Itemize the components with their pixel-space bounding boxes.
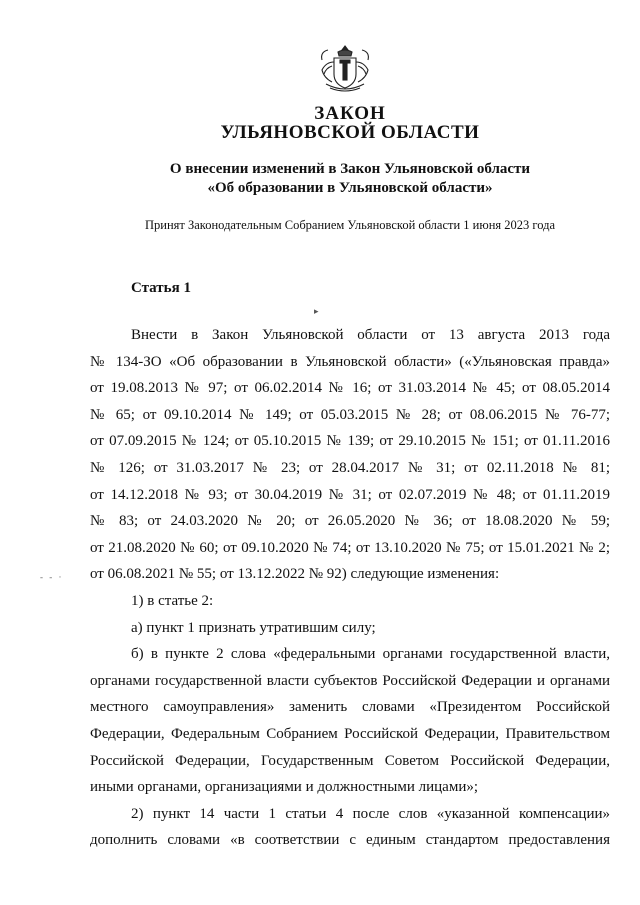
adoption-note: Принят Законодательным Собранием Ульяновской области 1 июня 2023 года	[145, 218, 555, 232]
list-item: 2) пункт 14 части 1 статьи 4 после слов «указанной компенсации»	[131, 805, 610, 822]
body-line: местного самоуправления» заменить словами «Президентом Российской	[90, 699, 610, 716]
scan-speck: ▸	[314, 306, 319, 316]
body-line: Российской Федерации, Государственным Советом Российской Федерации,	[90, 752, 610, 769]
list-item: 1) в статье 2:	[131, 592, 214, 609]
article-heading: Статья 1	[131, 280, 191, 296]
coat-of-arms-icon	[316, 40, 374, 98]
body-line: от 19.08.2013 № 97; от 06.02.2014 № 16; от 31.03.2014 № 45; от 08.05.2014	[90, 380, 610, 397]
article-body	[90, 322, 610, 854]
body-line: от 07.09.2015 № 124; от 05.10.2015 № 139; от 29.10.2015 № 151; от 01.11.2016	[90, 433, 610, 450]
list-item: а) пункт 1 признать утратившим силу;	[131, 619, 376, 636]
body-line: от 14.12.2018 № 93; от 30.04.2019 № 31; от 02.07.2019 № 48; от 01.11.2019	[90, 486, 610, 503]
body-line: Федерации, Федеральным Собранием Российской Федерации, Правительством	[90, 725, 610, 742]
body-line: № 83; от 24.03.2020 № 20; от 26.05.2020 № 36; от 18.08.2020 № 59;	[90, 513, 610, 530]
law-title-word: ЗАКОН	[314, 103, 386, 124]
subtitle-line-1: О внесении изменений в Закон Ульяновской области	[169, 161, 531, 177]
body-line: иными органами, организациями и должностными лицами»;	[90, 779, 479, 796]
scan-margin-mark: - - ·	[40, 572, 64, 582]
subtitle-line-2: «Об образовании в Ульяновской области»	[207, 180, 493, 196]
body-line: от 21.08.2020 № 60; от 09.10.2020 № 74; от 13.10.2020 № 75; от 15.01.2021 № 2;	[90, 539, 610, 556]
body-line: от 06.08.2021 № 55; от 13.12.2022 № 92) следующие изменения:	[90, 566, 500, 583]
body-line: органами государственной власти субъектов Российской Федерации и органами	[90, 672, 610, 689]
law-title-region: УЛЬЯНОВСКОЙ ОБЛАСТИ	[220, 122, 480, 143]
body-line: № 126; от 31.03.2017 № 23; от 28.04.2017 № 31; от 02.11.2018 № 81;	[90, 459, 610, 476]
body-line: дополнить словами «в соответствии с единым стандартом предоставления	[90, 832, 610, 849]
body-line: Внести в Закон Ульяновской области от 13 августа 2013 года	[131, 327, 610, 343]
body-line: № 65; от 09.10.2014 № 149; от 05.03.2015 № 28; от 08.06.2015 № 76-77;	[90, 406, 610, 423]
body-line: № 134-ЗО «Об образовании в Ульяновской области» («Ульяновская правда»	[90, 353, 610, 370]
body-line: б) в пункте 2 слова «федеральными органами государственной власти,	[131, 646, 610, 663]
